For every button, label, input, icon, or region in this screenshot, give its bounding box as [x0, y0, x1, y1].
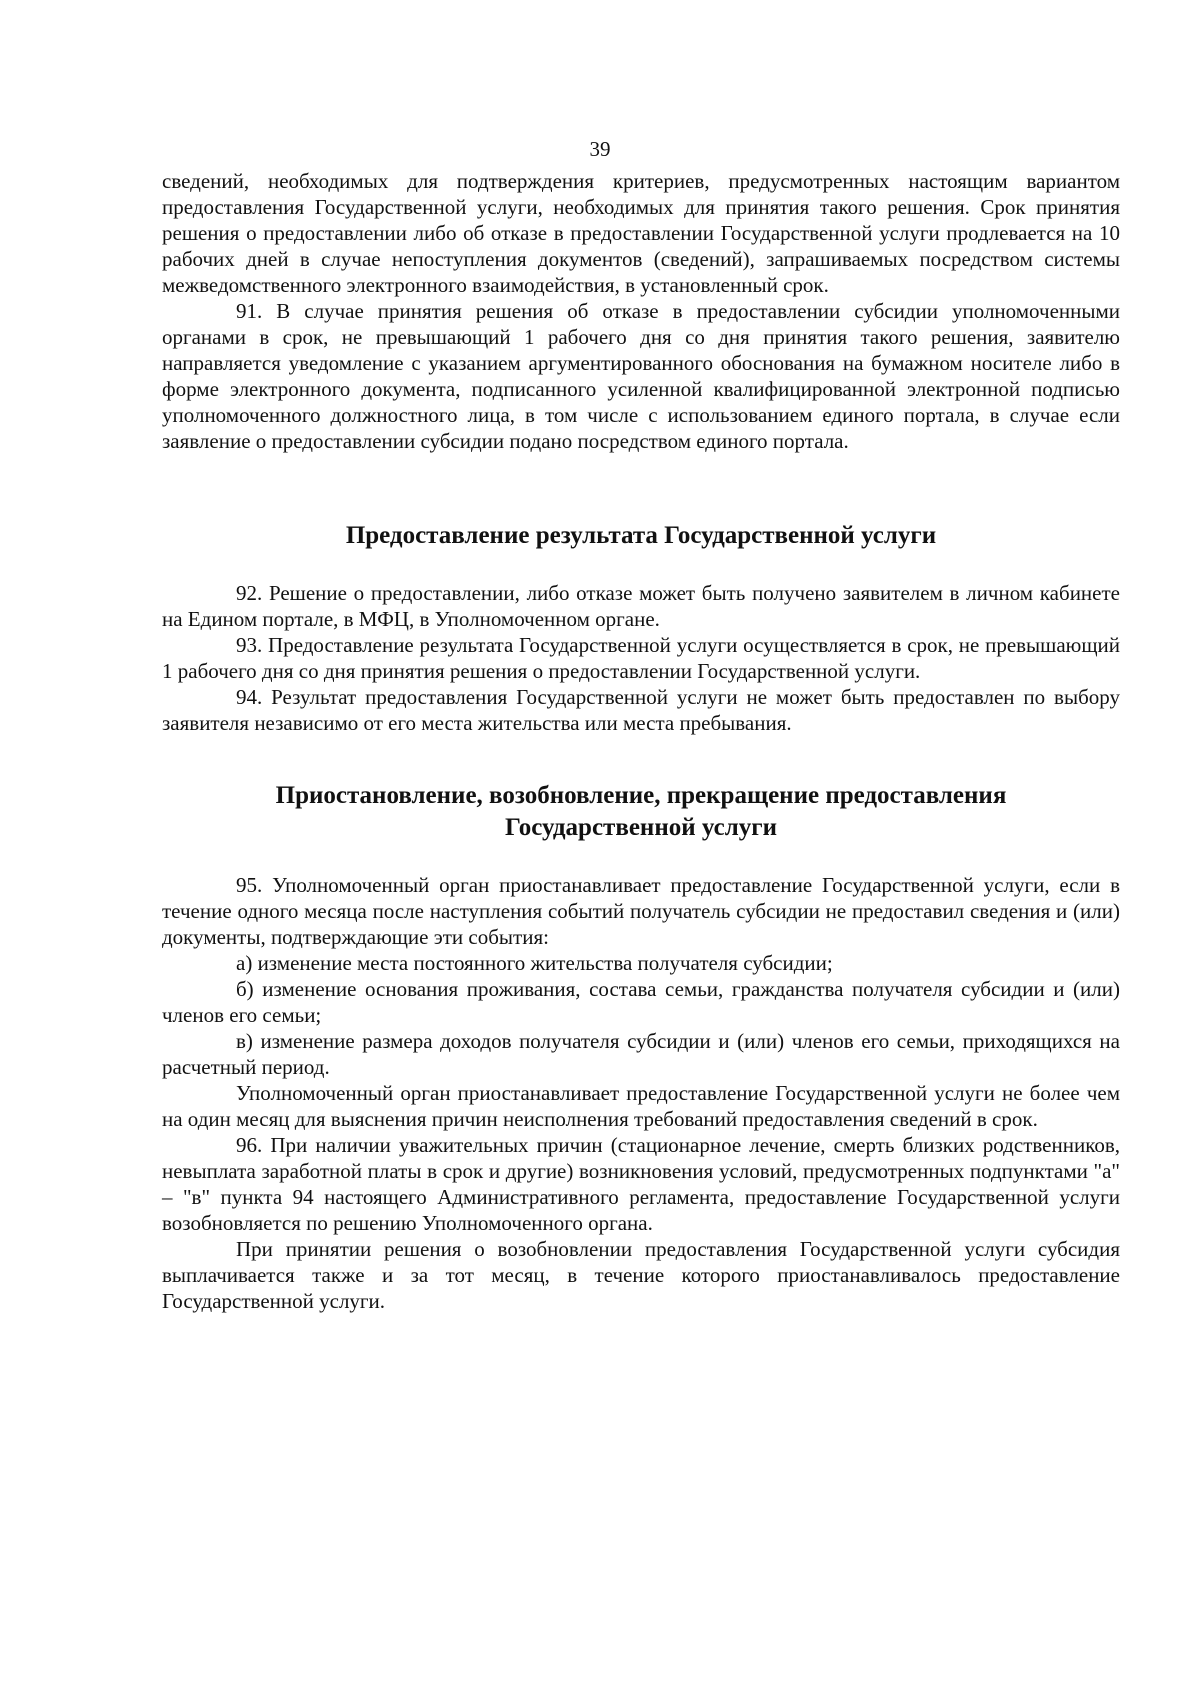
section-heading-suspension	[162, 780, 1120, 844]
list-item-c: в) изменение размера доходов получателя субсидии и (или) членов его семьи, приходящихся на расчетный период.	[162, 1029, 1120, 1079]
paragraph-continuation: сведений, необходимых для подтверждения критериев, предусмотренных настоящим вариантом предоставления Государственной услуги, необходимых для принятия такого решения. Срок принятия решения о предоставлении либо об отказе в предоставлении Государственной услуги продлевается на 10 рабочих дней в случае непоступления документов (сведений), запрашиваемых посредством системы межведомственного электронного взаимодействия, в установленный срок.	[162, 169, 1120, 297]
paragraph-92: 92. Решение о предоставлении, либо отказе может быть получено заявителем в личном кабинете на Едином портале, в МФЦ, в Уполномоченном органе.	[162, 581, 1120, 631]
list-item-b: б) изменение основания проживания, состава семьи, гражданства получателя субсидии и (или) членов его семьи;	[162, 977, 1120, 1027]
paragraph-91: 91. В случае принятия решения об отказе в предоставлении субсидии уполномоченными органами в срок, не превышающий 1 рабочего дня со дня принятия такого решения, заявителю направляется уведомление с указанием аргументированного обоснования на бумажном носителе либо в форме электронного документа, подписанного усиленной квалифицированной электронной подписью уполномоченного должностного лица, в том числе с использованием единого портала, в случае если заявление о предоставлении субсидии подано посредством единого портала.	[162, 299, 1120, 453]
paragraph-95: 95. Уполномоченный орган приостанавливает предоставление Государственной услуги, если в течение одного месяца после наступления событий получатель субсидии не предоставил сведения и (или) документы, подтверждающие эти события:	[162, 873, 1120, 949]
list-item-a: а) изменение места постоянного жительства получателя субсидии;	[236, 951, 833, 975]
section-paragraphs-3	[162, 872, 1120, 1314]
section-paragraphs-2	[162, 580, 1120, 736]
heading-line-1: Приостановление, возобновление, прекращение предоставления	[275, 782, 1007, 809]
section-paragraphs-1	[162, 168, 1120, 454]
paragraph-96: 96. При наличии уважительных причин (стационарное лечение, смерть близких родственников, невыплата заработной платы в срок и другие) возникновения условий, предусмотренных подпунктами "а" – "в" пункта 94 настоящего Административного регламента, предоставление Государственной услуги возобновляется по решению Уполномоченного органа.	[162, 1133, 1120, 1235]
page-number: 39	[589, 137, 611, 161]
paragraph-93: 93. Предоставление результата Государственной услуги осуществляется в срок, не превышающий 1 рабочего дня со дня принятия решения о предоставлении Государственной услуги.	[162, 633, 1120, 683]
paragraph-94: 94. Результат предоставления Государственной услуги не может быть предоставлен по выбору заявителя независимо от его места жительства или места пребывания.	[162, 685, 1120, 735]
section-heading-result: Предоставление результата Государственной услуги	[345, 522, 937, 549]
paragraph-suspension-term: Уполномоченный орган приостанавливает предоставление Государственной услуги не более чем на один месяц для выяснения причин неисполнения требований предоставления сведений в срок.	[162, 1081, 1120, 1131]
paragraph-resumption: При принятии решения о возобновлении предоставления Государственной услуги субсидия выплачивается также и за тот месяц, в течение которого приостанавливалось предоставление Государственной услуги.	[162, 1237, 1120, 1313]
heading-line-2: Государственной услуги	[505, 814, 777, 841]
